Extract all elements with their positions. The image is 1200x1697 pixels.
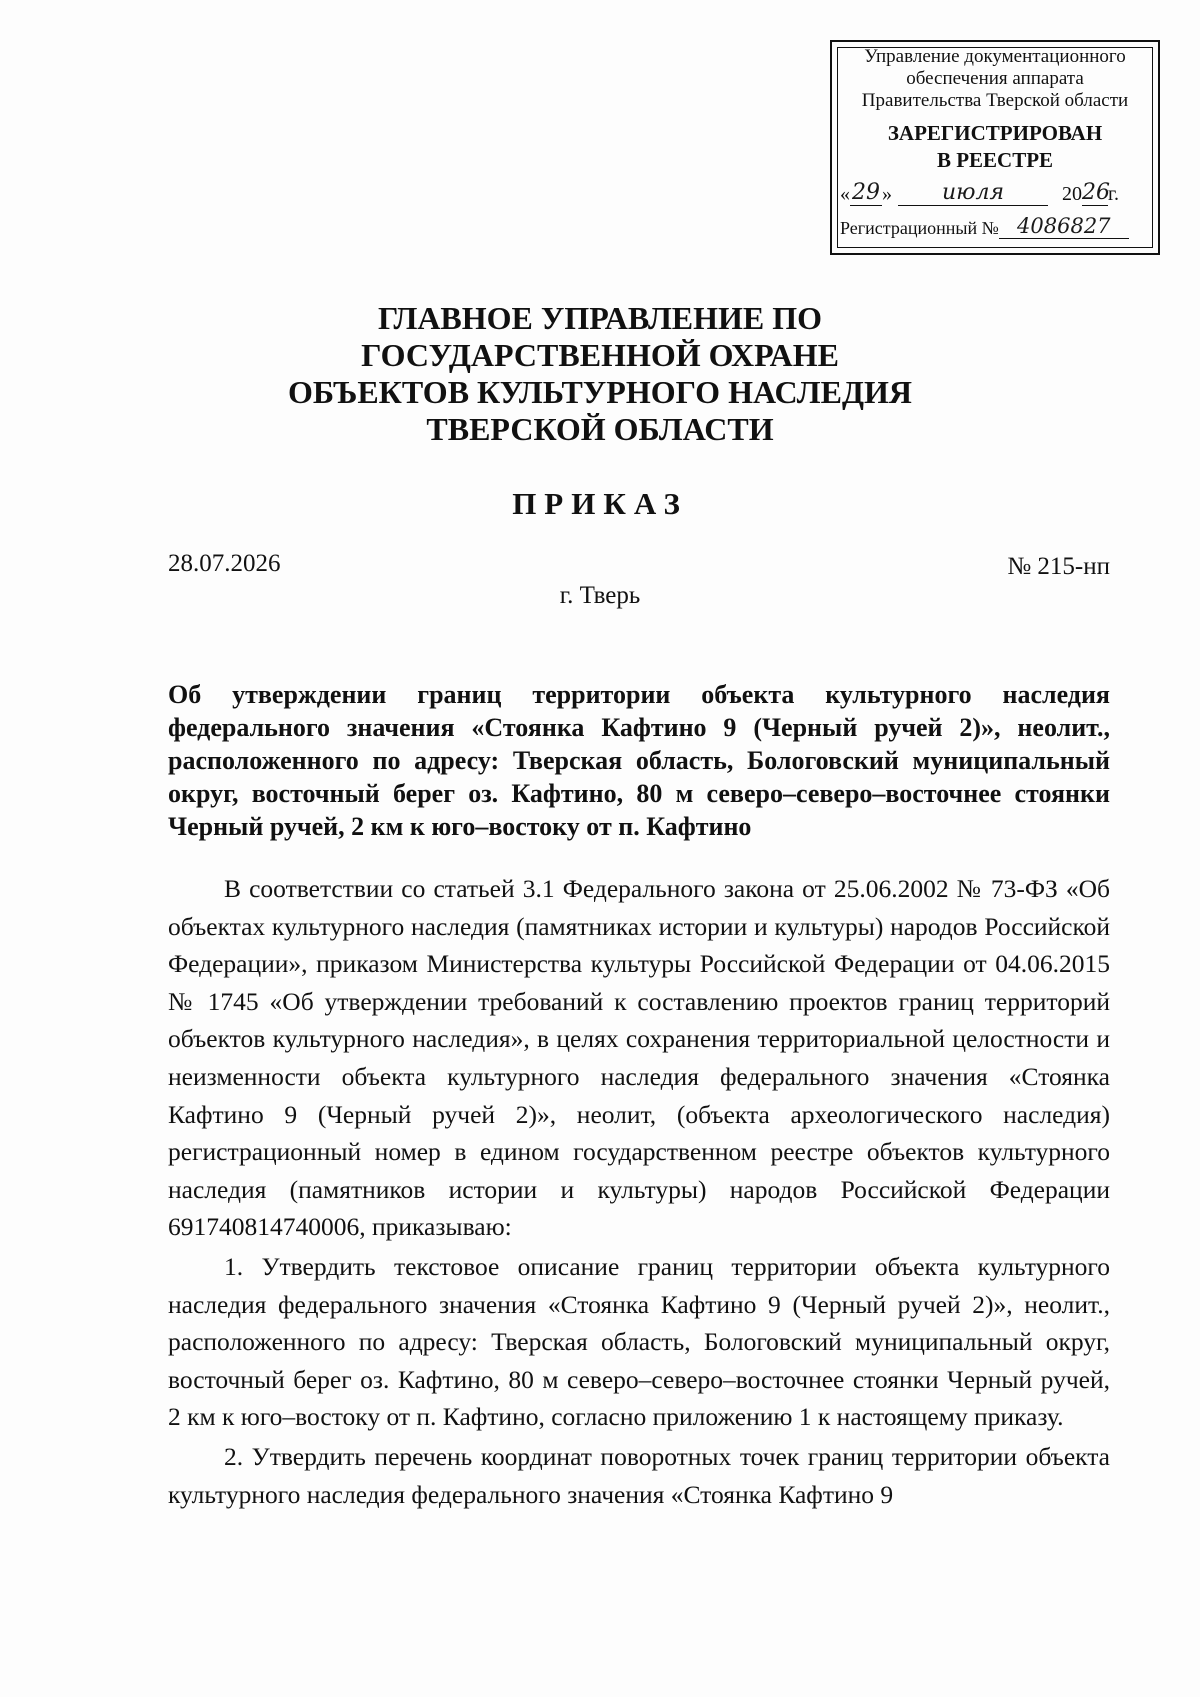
document-city: г. Тверь [559, 582, 641, 609]
body-paragraph-1: В соответствии со статьей 3.1 Федерального закона от 25.06.2002 № 73-ФЗ «Об объектах культурного наследия (памятниках истории и культуры) народов Российской Федерации», приказом Министерства культуры Российской Федерации от 04.06.2015 № 1745 «Об утверждении требований к составлению проектов границ территорий объектов культурного наследия», в целях сохранения территориальной целостности и неизменности объекта культурного наследия федерального значения «Стоянка Кафтино 9 (Черный ручей 2)», неолит, (объекта археологического наследия) регистрационный номер в едином государственном реестре объектов культурного наследия (памятников истории и культуры) народов Российской Федерации 691740814740006, приказываю: [168, 874, 1110, 1242]
stamp-date-month: июля [898, 180, 1048, 206]
org-line-3: ОБЪЕКТОВ КУЛЬТУРНОГО НАСЛЕДИЯ [288, 374, 912, 410]
stamp-registration-row [836, 214, 1154, 239]
body-paragraph-2: 1. Утвердить текстовое описание границ территории объекта культурного наследия федерального значения «Стоянка Кафтино 9 (Черный ручей 2)», неолит., расположенного по адресу: Тверская область, Бологовский муниципальный округ, восточный берег оз. Кафтино, 80 м северо–северо–восточнее стоянки Черный ручей, 2 км к юго–востоку от п. Кафтино, согласно приложению 1 к настоящему приказу. [168, 1251, 1110, 1432]
stamp-date-close-quote: » [882, 183, 892, 205]
document-body [168, 870, 1110, 1515]
stamp-org-line-3: Правительства Тверской области [861, 90, 1129, 111]
stamp-date-year-suffix: 26 [1082, 180, 1110, 205]
body-paragraph-3: 2. Утвердить перечень координат поворотных точек границ территории объекта культурного наследия федерального значения «Стоянка Кафтино 9 [168, 1441, 1110, 1509]
stamp-reg-label: Регистрационный № [840, 218, 999, 238]
org-line-2: ГОСУДАРСТВЕННОЙ ОХРАНЕ [361, 337, 839, 373]
document-date: 28.07.2026 [168, 550, 281, 577]
stamp-date-row [836, 180, 1154, 206]
org-line-4: ТВЕРСКОЙ ОБЛАСТИ [426, 411, 774, 447]
document-title: Об утверждении границ территории объекта культурного наследия федерального значения «Стоянка Кафтино 9 (Черный ручей 2)», неолит., расположенного по адресу: Тверская область, Бологовский муниципальный округ, восточный берег оз. Кафтино, 80 м северо–северо–восточнее стоянки Черный ручей, 2 км к юго–востоку от п. Кафтино [168, 680, 1110, 841]
stamp-date-open-quote: « [840, 183, 850, 205]
org-line-1: ГЛАВНОЕ УПРАВЛЕНИЕ ПО [377, 300, 823, 336]
document-type: ПРИКАЗ [512, 486, 688, 521]
stamp-org-line-1: Управление документационного [864, 46, 1126, 67]
stamp-date-year-prefix: 20 [1062, 183, 1082, 205]
stamp-org-line-2: обеспечения аппарата [906, 68, 1084, 89]
document-number: № 215-нп [1007, 553, 1110, 580]
organization-name [150, 300, 1050, 448]
stamp-heading-2: В РЕЕСТРЕ [936, 148, 1054, 172]
stamp-reg-number: 4086827 [999, 214, 1129, 239]
stamp-date-year-unit: г. [1108, 183, 1119, 205]
stamp-date-day: 29 [852, 180, 880, 205]
registration-stamp [830, 40, 1160, 255]
stamp-heading-1: ЗАРЕГИСТРИРОВАН [887, 121, 1103, 145]
